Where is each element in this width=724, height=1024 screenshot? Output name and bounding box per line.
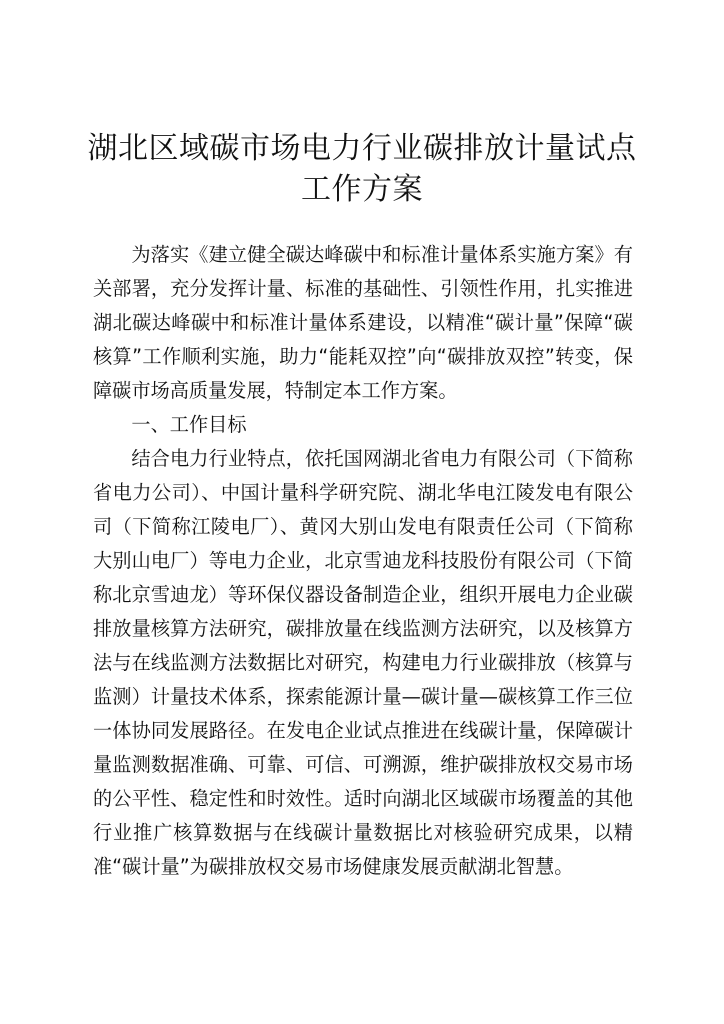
section-heading-work-goals: 一、工作目标 xyxy=(131,413,247,436)
document-title-line-2: 工作方案 xyxy=(301,172,423,207)
document-body xyxy=(93,238,633,884)
goals-paragraph: 结合电力行业特点，依托国网湖北省电力有限公司（下简称省电力公司）、中国计量科学研究院、湖北华电江陵发电有限公司（下简称江陵电厂）、黄冈大别山发电有限责任公司（下简称大别山电厂）等电力企业，北京雪迪龙科技股份有限公司（下简称北京雪迪龙）等环保仪器设备制造企业，组织开展电力企业碳排放量核算方法研究，碳排放量在线监测方法研究，以及核算方法与在线监测方法数据比对研究，构建电力行业碳排放（核算与监测）计量技术体系，探索能源计量—碳计量—碳核算工作三位一体协同发展路径。在发电企业试点推进在线碳计量，保障碳计量监测数据准确、可靠、可信、可溯源，维护碳排放权交易市场的公平性、稳定性和时效性。适时向湖北区域碳市场覆盖的其他行业推广核算数据与在线碳计量数据比对核验研究成果，以精准“碳计量”为碳排放权交易市场健康发展贡献湖北智慧。 xyxy=(93,447,633,878)
document-title-line-1: 湖北区域碳市场电力行业碳排放计量试点 xyxy=(87,131,637,166)
intro-paragraph: 为落实《建立健全碳达峰碳中和标准计量体系实施方案》有关部署，充分发挥计量、标准的基础性、引领性作用，扎实推进湖北碳达峰碳中和标准计量体系建设，以精准“碳计量”保障“碳核算”工作顺利实施，助力“能耗双控”向“碳排放双控”转变，保障碳市场高质量发展，特制定本工作方案。 xyxy=(93,243,633,402)
